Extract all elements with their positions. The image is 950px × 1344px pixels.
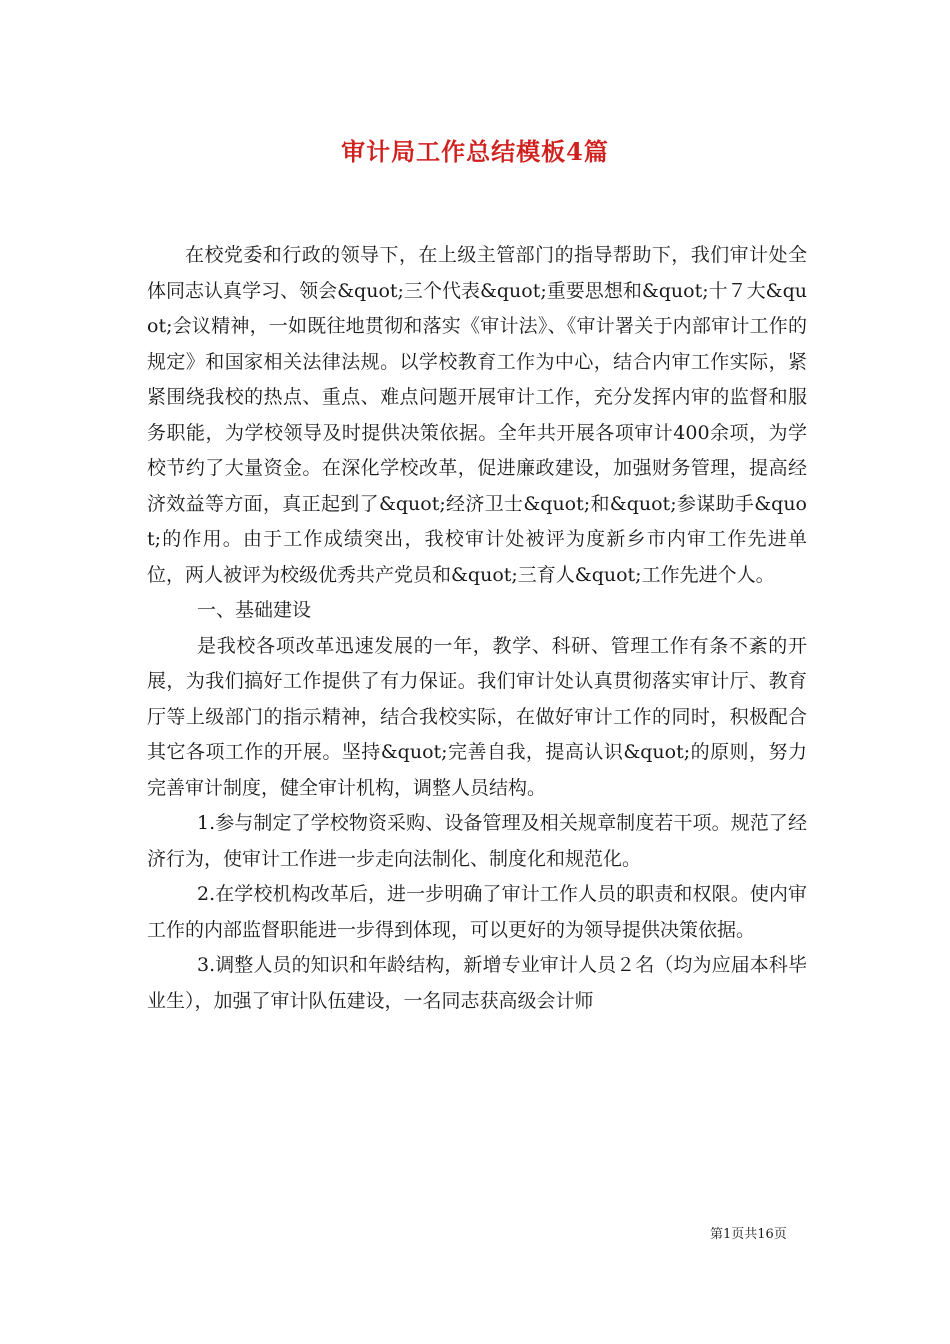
list-item-2: 2.在学校机构改革后，进一步明确了审计工作人员的职责和权限。使内审工作的内部监督职能进一步得到体现，可以更好的为领导提供决策依据。 bbox=[147, 883, 807, 941]
document-body bbox=[147, 238, 807, 1019]
list-item-1: 1.参与制定了学校物资采购、设备管理及相关规章制度若干项。规范了经济行为，使审计工作进一步走向法制化、制度化和规范化。 bbox=[147, 812, 807, 870]
section-heading-basic-construction: 一、基础建设 bbox=[197, 599, 312, 621]
page-title: 审计局工作总结模板4篇 bbox=[341, 137, 609, 166]
paragraph-intro: 在校党委和行政的领导下，在上级主管部门的指导帮助下，我们审计处全体同志认真学习、领会&quot;三个代表&quot;重要思想和&quot;十７大&quot;会议精神，一如既往地贯彻和落实《审计法》、《审计署关于内部审计工作的规定》和国家相关法律法规。以学校教育工作为中心，结合内审工作实际，紧紧围绕我校的热点、重点、难点问题开展审计工作，充分发挥内审的监督和服务职能，为学校领导及时提供决策依据。全年共开展各项审计400余项，为学校节约了大量资金。在深化学校改革，促进廉政建设，加强财务管理，提高经济效益等方面，真正起到了&quot;经济卫士&quot;和&quot;参谋助手&quot;的作用。由于工作成绩突出，我校审计处被评为度新乡市内审工作先进单位，两人被评为校级优秀共产党员和&quot;三育人&quot;工作先进个人。 bbox=[147, 244, 807, 586]
paragraph-basic-construction: 是我校各项改革迅速发展的一年，教学、科研、管理工作有条不紊的开展，为我们搞好工作提供了有力保证。我们审计处认真贯彻落实审计厅、教育厅等上级部门的指示精神，结合我校实际，在做好审计工作的同时，积极配合其它各项工作的开展。坚持&quot;完善自我，提高认识&quot;的原则，努力完善审计制度，健全审计机构，调整人员结构。 bbox=[147, 634, 807, 799]
list-item-3: 3.调整人员的知识和年龄结构，新增专业审计人员２名（均为应届本科毕业生），加强了审计队伍建设，一名同志获高级会计师 bbox=[147, 954, 807, 1012]
page-footer: 第1页共16页 bbox=[710, 1227, 787, 1242]
